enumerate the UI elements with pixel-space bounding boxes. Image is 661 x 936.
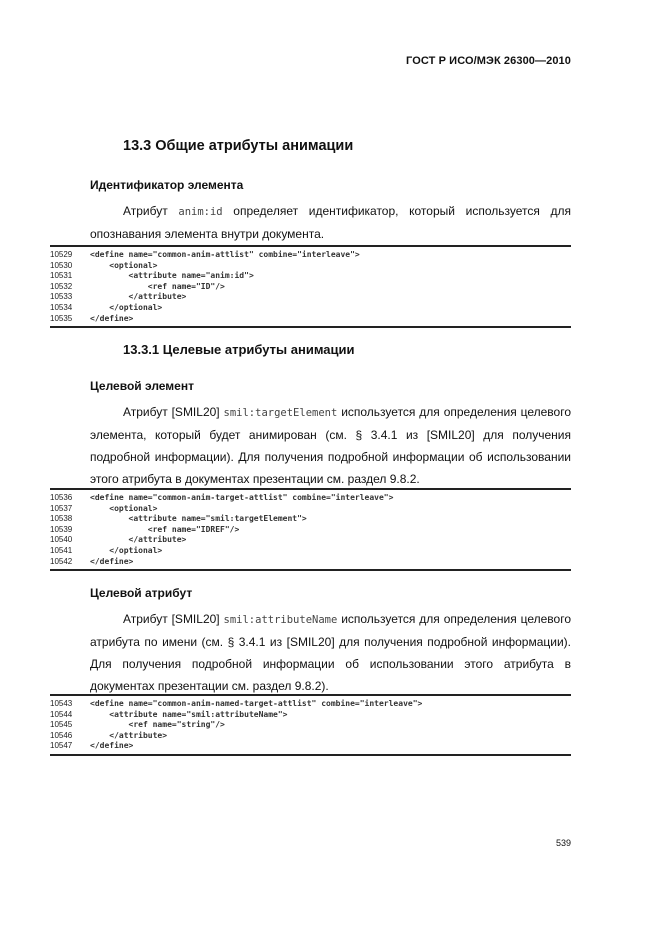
code-text: <define name="common-anim-attlist" combine="interleave"> (90, 250, 360, 259)
line-number: 10539 (50, 524, 73, 534)
code-text: <attribute name="anim:id"> (90, 271, 254, 281)
code-text: <optional> (90, 503, 158, 513)
code-text: </define> (90, 313, 134, 323)
code-line (50, 741, 571, 752)
code-text: </attribute> (90, 730, 168, 740)
code-line (50, 514, 571, 525)
line-number: 10530 (50, 260, 73, 270)
line-number: 10540 (50, 535, 73, 545)
te-code-ref: smil:targetElement (223, 407, 338, 419)
line-number: 10531 (50, 271, 73, 281)
id-heading: Идентификатор элемента (90, 178, 244, 192)
code-text: <ref name="string"/> (90, 720, 225, 730)
code-line (50, 292, 571, 303)
te-text-pre: Атрибут [SMIL20] (123, 405, 224, 419)
code-text: </define> (90, 556, 134, 566)
code-text: <attribute name="smil:targetElement"> (90, 514, 307, 524)
code-text: <optional> (90, 260, 158, 270)
code-text: <attribute name="smil:attributeName"> (90, 709, 288, 719)
line-number: 10535 (50, 313, 73, 323)
line-number: 10542 (50, 556, 73, 566)
code-block-3 (50, 694, 571, 756)
code-text: </optional> (90, 302, 163, 312)
code-line (50, 250, 571, 261)
code-block-1 (50, 245, 571, 328)
line-number: 10534 (50, 302, 73, 312)
line-number: 10544 (50, 709, 73, 719)
code-text: <ref name="ID"/> (90, 281, 225, 291)
code-line (50, 282, 571, 293)
line-number: 10529 (50, 250, 73, 259)
id-code-ref: anim:id (178, 206, 223, 218)
code-line (50, 720, 571, 731)
line-number: 10537 (50, 503, 73, 513)
code-line (50, 699, 571, 710)
code-text: </attribute> (90, 535, 187, 545)
line-number: 10546 (50, 730, 73, 740)
page-number: 539 (555, 838, 571, 848)
line-number: 10543 (50, 699, 73, 708)
code-line (50, 271, 571, 282)
te-text-post: используется для определения целевого элемента, который будет анимирован (см. § 3.4.1 из [SMIL20] для получения подробной информации). Для получения подробной информации об использовании этого атрибута в документах презентации см. раздел 9.8.2. (90, 405, 571, 486)
ta-text-pre: Атрибут [SMIL20] (123, 612, 224, 626)
code-line (50, 525, 571, 536)
code-line (50, 557, 571, 568)
target-attribute-paragraph (90, 608, 571, 697)
ta-text-post: используется для определения целевого атрибута по имени (см. § 3.4.1 из [SMIL20] для получения подробной информации). Для получения подробной информации об использовании этого атрибута в документах презентации см. раздел 9.8.2). (90, 612, 571, 693)
line-number: 10533 (50, 292, 73, 302)
code-text: </define> (90, 741, 134, 751)
target-element-paragraph (90, 401, 571, 490)
code-line (50, 535, 571, 546)
target-element-heading: Целевой элемент (90, 379, 194, 393)
standard-header: ГОСТ Р ИСО/МЭК 26300—2010 (406, 55, 571, 67)
section-title: 13.3 Общие атрибуты анимации (123, 138, 354, 154)
line-number: 10538 (50, 514, 73, 524)
line-number: 10532 (50, 281, 73, 291)
id-text-post: определяет идентификатор, который используется для опознавания элемента внутри документа. (90, 204, 571, 241)
code-text: </attribute> (90, 292, 187, 302)
subsection-title: 13.3.1 Целевые атрибуты анимации (123, 342, 355, 357)
code-text: <ref name="IDREF"/> (90, 524, 240, 534)
id-text-pre: Атрибут (123, 204, 179, 218)
target-attribute-heading: Целевой атрибут (90, 586, 193, 600)
ta-code-ref: smil:attributeName (223, 614, 338, 626)
line-number: 10536 (50, 493, 73, 502)
code-line (50, 710, 571, 721)
code-line (50, 546, 571, 557)
code-text: </optional> (90, 545, 163, 555)
code-line (50, 314, 571, 325)
id-paragraph (90, 200, 571, 245)
code-line (50, 493, 571, 504)
line-number: 10547 (50, 741, 73, 751)
line-number: 10545 (50, 720, 73, 730)
code-block-2 (50, 488, 571, 571)
code-line (50, 731, 571, 742)
code-text: <define name="common-anim-named-target-attlist" combine="interleave"> (90, 699, 423, 708)
code-line (50, 303, 571, 314)
code-text: <define name="common-anim-target-attlist" combine="interleave"> (90, 493, 394, 502)
code-line (50, 504, 571, 515)
code-line (50, 261, 571, 272)
line-number: 10541 (50, 545, 73, 555)
